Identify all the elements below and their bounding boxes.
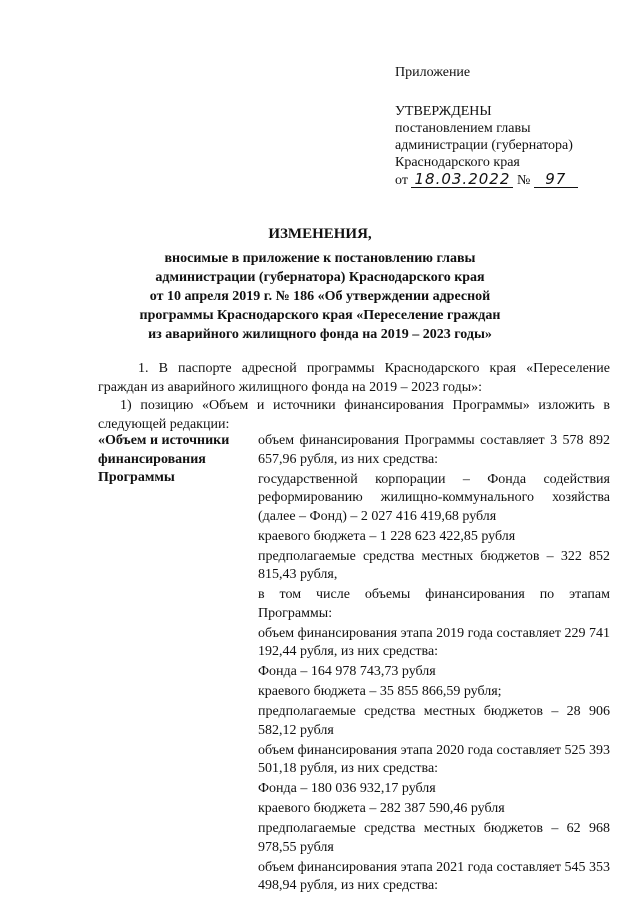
approval-line-3: Краснодарского края [395, 155, 520, 170]
body-text [98, 360, 610, 434]
title-head: ИЗМЕНЕНИЯ, [268, 226, 372, 242]
approval-line-2: администрации (губернатора) [395, 138, 573, 153]
financing-line: в том числе объемы финансирования по этапам Программы: [258, 587, 610, 621]
financing-line: Фонда – 164 978 743,73 рубля [258, 664, 436, 679]
paragraph-1: 1. В паспорте адресной программы Краснодарского края «Переселение граждан из аварийного жилищного фонда на 2019 – 2023 годы»: [98, 361, 610, 395]
title-line: из аварийного жилищного фонда на 2019 – 2023 годы» [148, 327, 492, 342]
appendix-label: Приложение [395, 65, 471, 80]
financing-details [258, 432, 610, 897]
paragraph-2: 1) позицию «Объем и источники финансирования Программы» изложить в следующей редакции: [98, 398, 610, 432]
financing-line: государственной корпорации – Фонда содействия реформированию жилищно-коммунального хозяйства (далее – Фонд) – 2 027 416 419,68 рубля [258, 471, 610, 524]
from-label: от [395, 173, 408, 188]
approval-date: 18.03.2022 [411, 171, 513, 188]
financing-line: краевого бюджета – 35 855 866,59 рубля; [258, 684, 502, 699]
title-line: вносимые в приложение к постановлению главы [164, 251, 476, 266]
financing-line: объем финансирования этапа 2019 года составляет 229 741 192,44 рубля, из них средства: [258, 625, 610, 659]
approval-number: 97 [534, 171, 578, 188]
number-label: № [516, 173, 531, 188]
financing-label: «Объем и источники финансирования Программы [98, 433, 230, 485]
approval-line-1: постановлением главы [395, 121, 531, 136]
financing-line: краевого бюджета – 1 228 623 422,85 рубля [258, 528, 516, 544]
financing-line: объем финансирования Программы составляет 3 578 892 657,96 рубля, из них средства: [258, 433, 610, 467]
document-title [100, 225, 540, 344]
approval-block [395, 64, 625, 189]
title-line: от 10 апреля 2019 г. № 186 «Об утверждении адресной [149, 289, 491, 304]
financing-line: предполагаемые средства местных бюджетов – 28 906 582,12 рубля [258, 704, 610, 738]
financing-line: Фонда – 180 036 932,17 рубля [258, 781, 436, 796]
financing-line: предполагаемые средства местных бюджетов – 322 852 815,43 рубля, [258, 548, 610, 582]
financing-line: объем финансирования этапа 2021 года составляет 545 353 498,94 рубля, из них средства: [258, 859, 610, 893]
title-line: администрации (губернатора) Краснодарского края [155, 270, 485, 285]
approved-label: УТВЕРЖДЕНЫ [395, 104, 492, 119]
financing-line: краевого бюджета – 282 387 590,46 рубля [258, 801, 505, 816]
approval-date-row [395, 171, 625, 189]
title-line: программы Краснодарского края «Переселение граждан [139, 308, 501, 323]
financing-line: предполагаемые средства местных бюджетов – 62 968 978,55 рубля [258, 821, 610, 855]
financing-line: объем финансирования этапа 2020 года составляет 525 393 501,18 рубля, из них средства: [258, 742, 610, 776]
